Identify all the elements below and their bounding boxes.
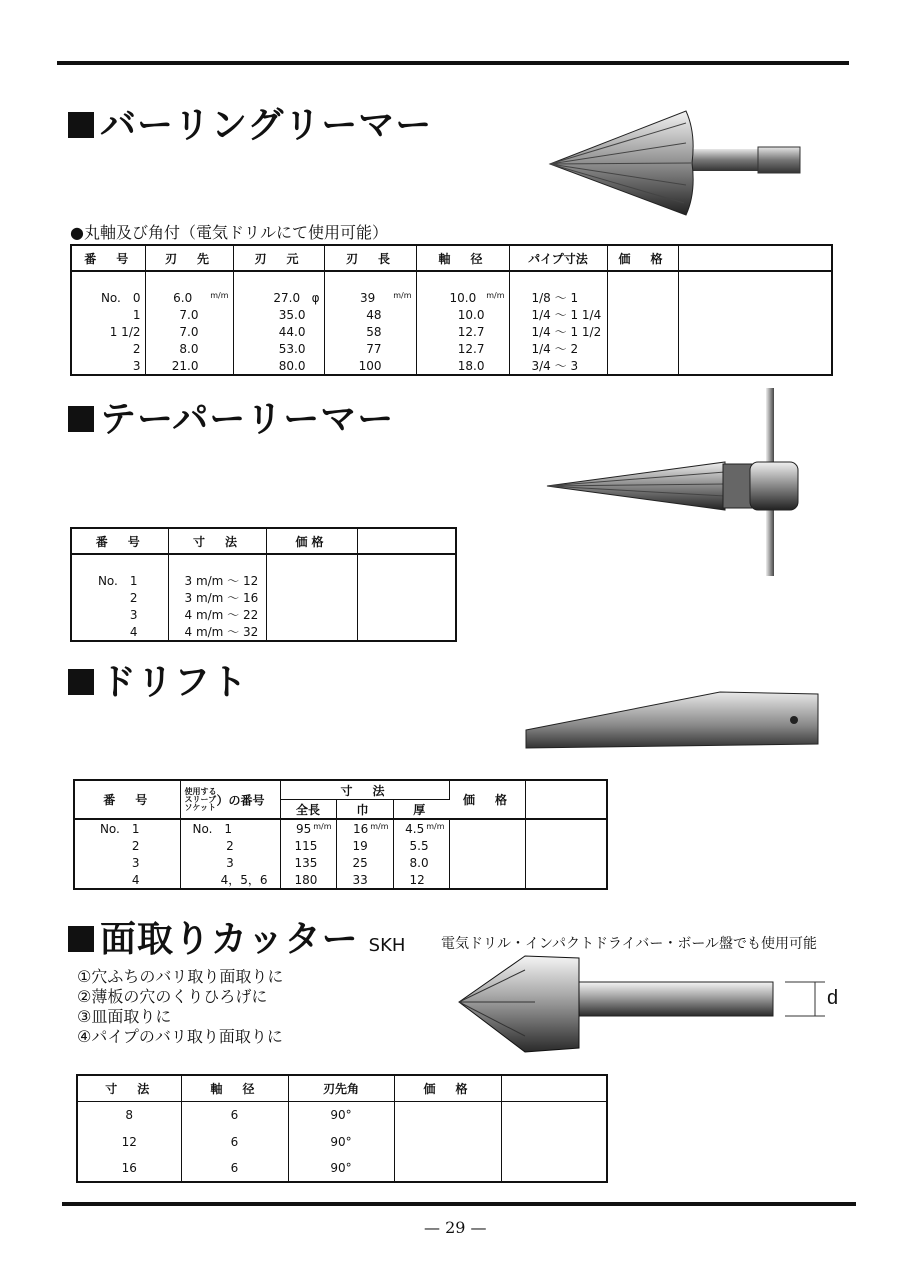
drift-image	[522, 690, 822, 752]
heading-text: ドリフト	[100, 662, 249, 703]
table-header	[74, 780, 607, 800]
heading-text: テーパーリーマー	[100, 399, 395, 440]
top-rule	[57, 61, 849, 65]
col-header: 軸 径	[181, 1075, 288, 1101]
list-item: ④パイプのバリ取り面取りに	[77, 1027, 283, 1046]
skh-label: SKH	[368, 935, 406, 956]
col-header: 価 格	[449, 780, 525, 819]
table-row: 3 4 m/m ～ 22	[71, 606, 456, 623]
table-row: 2 8.0 53.0 77 12.7 1/4 ～ 2	[71, 340, 832, 357]
chamfer-uses	[77, 967, 283, 1047]
chamfer-table	[76, 1074, 608, 1183]
table-row: 16 6 90°	[77, 1155, 607, 1182]
taper-table	[70, 527, 457, 642]
heading-text: バーリングリーマー	[100, 105, 433, 146]
table-row: No. 0 6.0 $^{m/m}$ 27.0 φ 39 $^{m/m}$ 10.0 $^{m/m}$ 1/8 ～ 1	[71, 289, 832, 306]
list-item: ②薄板の穴のくりひろげに	[77, 987, 268, 1006]
col-header: 刃 先	[145, 245, 233, 271]
burring-reamer-image	[546, 103, 806, 218]
chamfer-note: 電気ドリル・インパクトドライバー・ボール盤でも使用可能	[441, 936, 818, 952]
table-header	[71, 245, 832, 271]
heading-square-icon	[68, 926, 94, 952]
col-header: 刃 元	[233, 245, 324, 271]
chamfer-cutter-image	[455, 948, 855, 1058]
taper-reamer-image	[545, 388, 805, 580]
col-header: 価 格	[394, 1075, 501, 1101]
heading-square-icon	[68, 406, 94, 432]
bottom-rule	[62, 1202, 856, 1206]
dim-label-d: d	[827, 987, 839, 1009]
burring-table	[70, 244, 833, 376]
heading-chamfer-cutter	[68, 919, 406, 960]
heading-square-icon	[68, 112, 94, 138]
table-row: 1 7.0 35.0 48 10.0 1/4 ～ 1 1/4	[71, 306, 832, 323]
col-header: パイプ寸法	[509, 245, 607, 271]
col-header: 寸 法	[77, 1075, 181, 1101]
drift-table	[73, 779, 608, 890]
table-row	[71, 271, 832, 289]
col-header: 番 号	[71, 245, 145, 271]
col-header: 寸 法	[280, 780, 449, 800]
col-header: 厚	[393, 800, 449, 820]
col-header: 番 号	[71, 528, 168, 554]
table-row: 2 3 m/m ～ 16	[71, 589, 456, 606]
table-row	[71, 554, 456, 572]
col-header: 巾	[336, 800, 393, 820]
table-row: No. 1 No. 1 95 $^{m/m}$ 16 $^{m/m}$ 4.5 $^{m/m}$	[74, 819, 607, 837]
table-row: 4 4 m/m ～ 32	[71, 623, 456, 641]
table-row: 3 21.0 80.0 100 18.0 3/4 ～ 3	[71, 357, 832, 375]
table-row: 2 2 115 19 5.5	[74, 837, 607, 854]
page-number: — 29 —	[424, 1218, 487, 1237]
table-row: 12 6 90°	[77, 1128, 607, 1155]
table-row: 3 3 135 25 8.0	[74, 854, 607, 871]
col-header: 刃 長	[324, 245, 416, 271]
heading-drift	[68, 662, 249, 703]
col-header: 価格	[266, 528, 357, 554]
list-item: ③皿面取りに	[77, 1007, 172, 1026]
col-header	[501, 1075, 607, 1101]
burring-subtitle: ●丸軸及び角付（電気ドリルにて使用可能）	[70, 223, 388, 242]
col-header: 番 号	[74, 780, 180, 819]
table-header	[77, 1075, 607, 1101]
col-header: 軸 径	[416, 245, 509, 271]
col-header: 寸 法	[168, 528, 266, 554]
table-row: No. 1 3 m/m ～ 12	[71, 572, 456, 589]
heading-burring-reamer	[68, 105, 433, 146]
col-header	[525, 780, 607, 819]
col-header-socket: 使用する スリーブ ソケット）の番号	[180, 780, 280, 819]
table-row: 4 4，5，6 180 33 12	[74, 871, 607, 889]
col-header	[678, 245, 832, 271]
table-header	[71, 528, 456, 554]
table-row: 8 6 90°	[77, 1101, 607, 1128]
col-header	[357, 528, 456, 554]
col-header: 全長	[280, 800, 336, 820]
list-item: ①穴ふちのバリ取り面取りに	[77, 967, 284, 986]
table-row: 1 1/2 7.0 44.0 58 12.7 1/4 ～ 1 1/2	[71, 323, 832, 340]
heading-text: 面取りカッター	[100, 919, 359, 960]
heading-square-icon	[68, 669, 94, 695]
heading-taper-reamer	[68, 399, 395, 440]
col-header: 価 格	[607, 245, 678, 271]
col-header: 刃先角	[288, 1075, 394, 1101]
